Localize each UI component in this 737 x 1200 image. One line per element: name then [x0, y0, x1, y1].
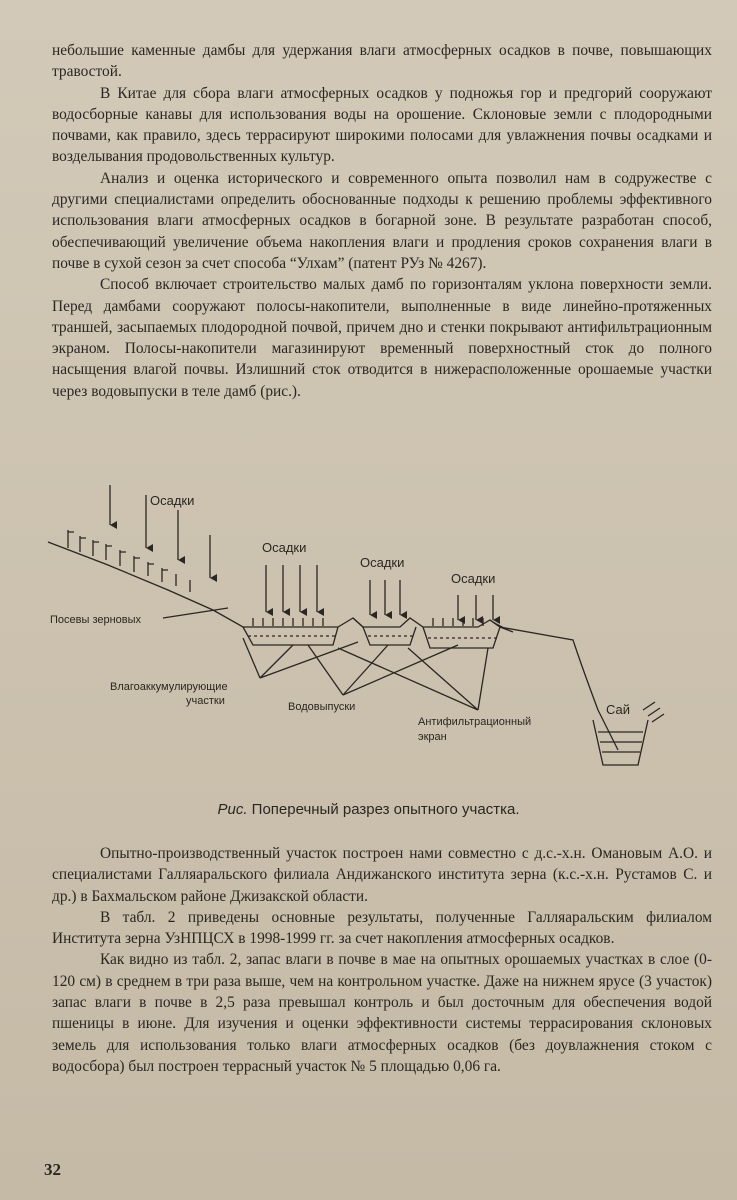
label-precipitation: Осадки — [150, 493, 195, 508]
cross-section-diagram — [38, 470, 728, 800]
leader-lines — [243, 638, 488, 710]
text-block-top — [52, 40, 712, 402]
label-crops: Посевы зерновых — [50, 614, 142, 626]
accumulation-plot-1 — [243, 565, 338, 645]
paragraph: небольшие каменные дамбы для удержания влаги атмосферных осадков в почве, повышающих травостой. — [52, 42, 712, 81]
crop-stubs — [68, 530, 190, 592]
cross-section-figure — [38, 470, 728, 800]
caption-text: Поперечный разрез опытного участка. — [247, 801, 520, 818]
label-precipitation: Осадки — [451, 571, 496, 586]
paragraph: Анализ и оценка исторического и современного опыта позволил нам в содружестве с другими специалистами определить обоснованные подходы к решению проблемы эффективного использования влаги атмосферных осадков в богарной зоне. В результате разработан способ, обеспечивающий увеличение объема накопления влаги и продления сроков сохранения влаги в почве в сухой сезон за счет способа “Улхам” (патент РУз № 4267). — [52, 169, 712, 272]
label-precipitation: Осадки — [360, 555, 405, 570]
figure-caption — [0, 801, 737, 818]
paragraph: Опытно-производственный участок построен нами совместно с д.с.-х.н. Омановым А.О. и специалистами Галляаральского филиала Андижанского института зерна (к.с.-х.н. Рустамов С. и др.) в Бахмальском районе Джизакской области. — [52, 845, 712, 905]
paragraph: В табл. 2 приведены основные результаты, полученные Галляаральским филиалом Института зерна УзНПЦСХ в 1998-1999 гг. за счет накопления атмосферных осадков. — [52, 908, 712, 948]
label-screen-2: экран — [418, 731, 447, 743]
caption-prefix: Рис. — [217, 801, 248, 818]
paragraph: В Китае для сбора влаги атмосферных осадков у подножья гор и предгорий сооружают водосборные канавы для использования воды на орошение. Склоновые земли с плодородными почвами, как правило, здесь террасируют широкими полосами для увлажнения почвы осадками и возделывания продовольственных культур. — [52, 84, 712, 166]
paragraph: Как видно из табл. 2, запас влаги в почве в мае на опытных орошаемых участках в слое (0-120 см) в среднем в три раза выше, чем на контрольном участке. Даже на нижнем ярусе (3 участок) запас влаги в почве в 2,5 раза превышал контроль и был досточным для обеспечения водой пшеницы в июне. Для изучения и оценки эффективности системы террасирования склоновых земель для использования только влаги атмосферных осадков (без доувлажнения стоком с водосбора) был построен террасный участок № 5 площадью 0,06 га. — [52, 951, 712, 1075]
label-precipitation: Осадки — [262, 540, 307, 555]
page-number: 32 — [44, 1160, 61, 1179]
label-sai: Сай — [606, 702, 631, 717]
label-outlets: Водовыпуски — [288, 701, 356, 713]
ground-profile-line — [48, 542, 618, 750]
text-block-bottom — [52, 843, 712, 1077]
label-accumulation-plots: Влагоаккумулирующие — [110, 681, 228, 693]
label-accumulation-plots-2: участки — [186, 695, 225, 707]
accumulation-plot-2 — [353, 580, 416, 645]
label-screen: Антифильтрационный — [418, 716, 532, 728]
paragraph: Способ включает строительство малых дамб по горизонталям уклона поверхности земли. Перед дамбами сооружают полосы-накопители, выполненные в виде линейно-протяженных траншей, засыпаемых плодородной почвой, причем дно и стенки покрывают антифильтрационным экраном. Полосы-накопители магазинируют временный поверхностный сток до полного насыщения влагой почвы. Излишний сток отводится в нижерасположенные орошаемые участки через водовыпуски в теле дамб (рис.). — [52, 276, 712, 400]
